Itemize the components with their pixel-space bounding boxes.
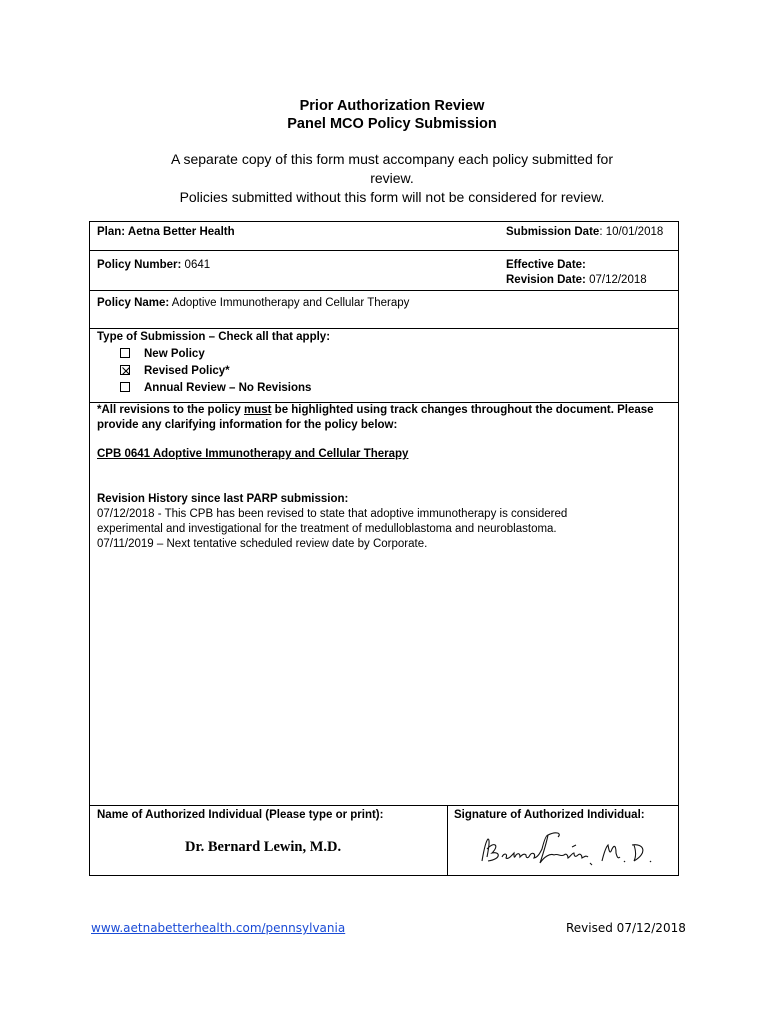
submission-date-field [506, 225, 663, 240]
policy-number-label: Policy Number: [97, 259, 182, 271]
title-line-1: Prior Authorization Review [299, 98, 485, 114]
submission-date-label: Submission Date [506, 226, 600, 238]
revision-notice [97, 403, 657, 433]
plan-field [97, 225, 235, 240]
checkmark-x-icon [121, 366, 131, 376]
checkbox-revised-policy[interactable] [120, 365, 130, 375]
notice-emphasis: must [243, 404, 272, 416]
history-line: experimental and investigational for the treatment of medulloblastoma and neuroblastoma. [97, 523, 557, 535]
option-revised-policy[interactable] [120, 364, 230, 379]
submission-type-label: Type of Submission – Check all that apply: [97, 331, 331, 343]
policy-number-field [97, 258, 210, 273]
option-label: Annual Review – No Revisions [144, 382, 312, 394]
option-new-policy[interactable] [120, 347, 205, 362]
form-divider [90, 805, 678, 806]
checkbox-new-policy[interactable] [120, 348, 130, 358]
notice-text: be highlighted using track changes throughout the document. Please provide any clarifying information for the policy below: [97, 404, 654, 431]
revision-date-label: Revision Date: [506, 274, 586, 286]
notice-text: *All revisions to the policy [97, 404, 244, 416]
history-line: 07/12/2018 - This CPB has been revised to state that adoptive immunotherapy is considered [97, 508, 568, 520]
authorized-name: Dr. Bernard Lewin, M.D. [185, 839, 342, 855]
plan-label: Plan: [97, 226, 126, 238]
option-annual-review[interactable] [120, 381, 311, 396]
policy-number-value: 0641 [181, 259, 211, 271]
submission-date-value: : 10/01/2018 [599, 226, 664, 238]
revision-history [97, 492, 667, 552]
website-link[interactable]: www.aetnabetterhealth.com/pennsylvania [91, 921, 346, 935]
form-divider [90, 328, 678, 329]
intro-line-3: Policies submitted without this form will not be considered for review. [179, 189, 605, 205]
name-label: Name of Authorized Individual (Please type or print): [97, 809, 384, 821]
form-divider-vertical [447, 805, 448, 875]
form-divider [90, 290, 678, 291]
history-label: Revision History since last PARP submission: [97, 493, 349, 505]
option-label: New Policy [144, 348, 205, 360]
title-line-2: Panel MCO Policy Submission [287, 116, 497, 132]
policy-name-value: Adoptive Immunotherapy and Cellular Therapy [169, 297, 410, 309]
signature-label: Signature of Authorized Individual: [454, 809, 645, 821]
effective-date-label: Effective Date: [506, 259, 586, 271]
form-divider [90, 250, 678, 251]
policy-name-field [97, 296, 409, 311]
intro-line-1: A separate copy of this form must accompany each policy submitted for [171, 151, 613, 167]
intro-line-2: review. [370, 170, 414, 186]
revision-footer: Revised 07/12/2018 [566, 921, 686, 935]
submission-form [89, 221, 679, 876]
checkbox-annual-review[interactable] [120, 382, 130, 392]
option-label: Revised Policy* [144, 365, 230, 377]
plan-value: Aetna Better Health [127, 226, 235, 238]
history-line: 07/11/2019 – Next tentative scheduled review date by Corporate. [97, 538, 428, 550]
policy-name-label: Policy Name: [97, 297, 170, 309]
document-title [0, 97, 770, 133]
dates-field [506, 258, 647, 288]
cpb-title: CPB 0641 Adoptive Immunotherapy and Cellular Therapy [97, 448, 409, 460]
intro-text [140, 150, 644, 207]
revision-date-value: 07/12/2018 [585, 274, 647, 286]
signature-image [478, 827, 658, 871]
